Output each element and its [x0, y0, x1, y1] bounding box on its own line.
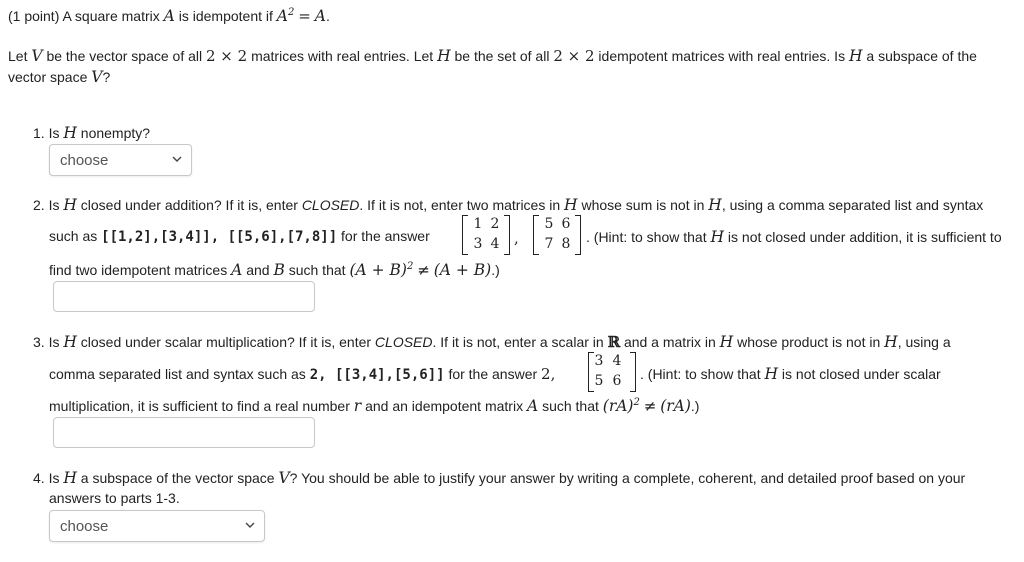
- matrix-cell: 8: [561, 236, 571, 252]
- matrix-cell: 5: [544, 216, 554, 232]
- header-text-2: is idempotent if: [178, 8, 273, 24]
- matrix-cell: 7: [544, 236, 554, 252]
- q2-hint: such that: [288, 262, 346, 278]
- matrix-cell: 6: [612, 373, 622, 389]
- q4-text: 4. Is: [33, 470, 60, 486]
- q3-answer-input[interactable]: [53, 417, 315, 448]
- example-matrix-3: [588, 352, 636, 394]
- formula-part: (rA): [602, 397, 634, 415]
- header-text: (1 point) A square matrix: [8, 8, 160, 24]
- q2-text: , using a comma separated list and syntax: [721, 197, 984, 213]
- math-A: A: [231, 261, 243, 279]
- q4-line-1: [33, 469, 965, 487]
- intro-text: be the vector space of all: [46, 48, 203, 64]
- q4-text: ? You should be able to justify your answer by writing a complete, coherent, and detailed proof based on your: [289, 470, 966, 486]
- q3-hint: is not closed under scalar: [781, 366, 941, 382]
- right-bracket: [630, 352, 636, 392]
- q4-select-value: choose: [60, 518, 109, 535]
- q3-hint: multiplication, it is sufficient to find a real number: [49, 398, 350, 414]
- q3-line-1: [33, 333, 951, 351]
- q2-line-1: [33, 196, 983, 214]
- right-bracket: [575, 215, 581, 255]
- matrix-cell: 4: [612, 353, 622, 369]
- right-bracket: [504, 215, 510, 255]
- math-B: B: [273, 261, 285, 279]
- matrix-cell: 3: [473, 236, 483, 252]
- reals-symbol: ℝ: [607, 333, 621, 351]
- q2-text: closed under addition? If it is, enter: [80, 197, 298, 213]
- syntax-example: 2, [[3,4],[5,6]]: [309, 367, 445, 383]
- superscript: 2: [406, 261, 414, 272]
- scalar-example: 2,: [541, 365, 556, 383]
- q2-line-2a: [49, 228, 430, 245]
- q2-text: . If it is not, enter two matrices in: [359, 197, 561, 213]
- example-matrix-1: [462, 215, 510, 257]
- equals-sign: =: [298, 7, 311, 25]
- superscript: 2: [633, 397, 640, 408]
- q2-hint: and: [246, 262, 270, 278]
- intro-text: a subspace of the: [866, 48, 977, 64]
- q1-select[interactable]: [49, 144, 192, 176]
- q1-prompt: [33, 124, 150, 142]
- q3-text: for the answer: [448, 366, 538, 382]
- q2-text: such as: [49, 228, 98, 244]
- q2-answer-input[interactable]: [53, 281, 315, 312]
- period: .: [325, 8, 330, 24]
- intro-text: matrices with real entries. Let: [251, 48, 434, 64]
- math-H: H: [884, 333, 898, 351]
- q4-line-2: answers to parts 1-3.: [49, 490, 180, 506]
- math-A: A: [314, 7, 326, 25]
- q2-text: for the answer: [341, 228, 430, 244]
- q3-hint: and an idempotent matrix: [365, 398, 524, 414]
- left-bracket: [533, 215, 539, 255]
- q3-hint: such that: [542, 398, 599, 414]
- q3-line-2a: [49, 365, 555, 383]
- chevron-down-icon: [244, 519, 256, 531]
- math-A-squared: [277, 7, 295, 25]
- math-A: A: [276, 7, 288, 25]
- matrix-cell: 1: [473, 216, 483, 232]
- intro-text: Let: [8, 48, 28, 64]
- math-formula: [349, 261, 413, 279]
- q3-text: , using a: [897, 334, 951, 350]
- q3-text: comma separated list and syntax such as: [49, 366, 306, 382]
- intro-text: idempotent matrices with real entries. Is: [598, 48, 846, 64]
- matrix-cell: 6: [561, 216, 571, 232]
- syntax-example: [[1,2],[3,4]], [[5,6],[7,8]]: [101, 229, 338, 245]
- q3-text: 3. Is: [33, 334, 60, 350]
- q3-hint: . (Hint: to show that: [640, 366, 761, 382]
- q2-hint: is not closed under addition, it is sufficient to: [727, 229, 1002, 245]
- math-V: V: [31, 47, 43, 65]
- math-H: H: [764, 365, 779, 383]
- q2-hint: . (Hint: to show that: [586, 229, 707, 245]
- example-matrix-2: [533, 215, 581, 257]
- math-H: H: [437, 47, 451, 65]
- math-H: H: [63, 469, 77, 487]
- q3-line-2b: [640, 365, 941, 383]
- matrix-cell: 2: [490, 216, 500, 232]
- q2-hint: .): [491, 262, 500, 278]
- math-formula: [603, 397, 640, 415]
- q4-text: a subspace of the vector space: [80, 470, 275, 486]
- closed-keyword: CLOSED: [374, 334, 433, 350]
- q4-select[interactable]: [49, 510, 265, 542]
- q3-hint: .): [690, 398, 700, 414]
- q3-text: closed under scalar multiplication? If it is, enter: [80, 334, 372, 350]
- question-mark: ?: [102, 69, 111, 85]
- math-H: H: [63, 124, 77, 142]
- matrix-cell: 3: [594, 353, 604, 369]
- q2-hint: find two idempotent matrices: [49, 262, 228, 278]
- math-H: H: [710, 228, 725, 246]
- q2-line-2b: [586, 228, 1002, 246]
- chevron-down-icon: [171, 153, 183, 165]
- math-H: H: [708, 196, 722, 214]
- math-formula: (A + B): [433, 261, 492, 279]
- not-equal-sign: ≠: [643, 397, 657, 415]
- math-H: H: [63, 333, 77, 351]
- matrix-cell: 4: [490, 236, 500, 252]
- q2-line-3: [49, 261, 500, 279]
- intro-line-1: [8, 47, 977, 65]
- math-V: V: [91, 68, 103, 86]
- intro-text: be the set of all: [454, 48, 550, 64]
- math-dims: 2 × 2: [206, 47, 248, 65]
- not-equal-sign: ≠: [417, 261, 430, 279]
- math-A: A: [526, 397, 539, 415]
- math-H: H: [564, 196, 578, 214]
- math-formula: (rA): [660, 397, 691, 415]
- q2-text: whose sum is not in: [581, 197, 705, 213]
- comma: ,: [514, 229, 519, 247]
- left-bracket: [462, 215, 468, 255]
- problem-header: [8, 7, 330, 25]
- matrix-cell: 5: [594, 373, 604, 389]
- math-r: r: [353, 397, 362, 415]
- intro-line-2: [8, 68, 110, 86]
- q1-text: nonempty?: [80, 125, 151, 141]
- intro-text: vector space: [8, 69, 88, 85]
- math-dims: 2 × 2: [553, 47, 595, 65]
- math-V: V: [278, 469, 290, 487]
- closed-keyword: CLOSED: [301, 197, 360, 213]
- q3-text: and a matrix in: [623, 334, 716, 350]
- formula-part: (A + B): [349, 261, 407, 279]
- math-H: H: [719, 333, 734, 351]
- q1-text: 1. Is: [33, 125, 60, 141]
- q3-line-3: [49, 397, 699, 415]
- q3-text: . If it is not, enter a scalar in: [432, 334, 604, 350]
- q1-select-value: choose: [60, 152, 109, 169]
- q3-text: whose product is not in: [737, 334, 881, 350]
- superscript: 2: [288, 7, 295, 18]
- q2-text: 2. Is: [33, 197, 60, 213]
- math-H: H: [848, 47, 863, 65]
- math-H: H: [63, 196, 77, 214]
- math-A: A: [163, 7, 175, 25]
